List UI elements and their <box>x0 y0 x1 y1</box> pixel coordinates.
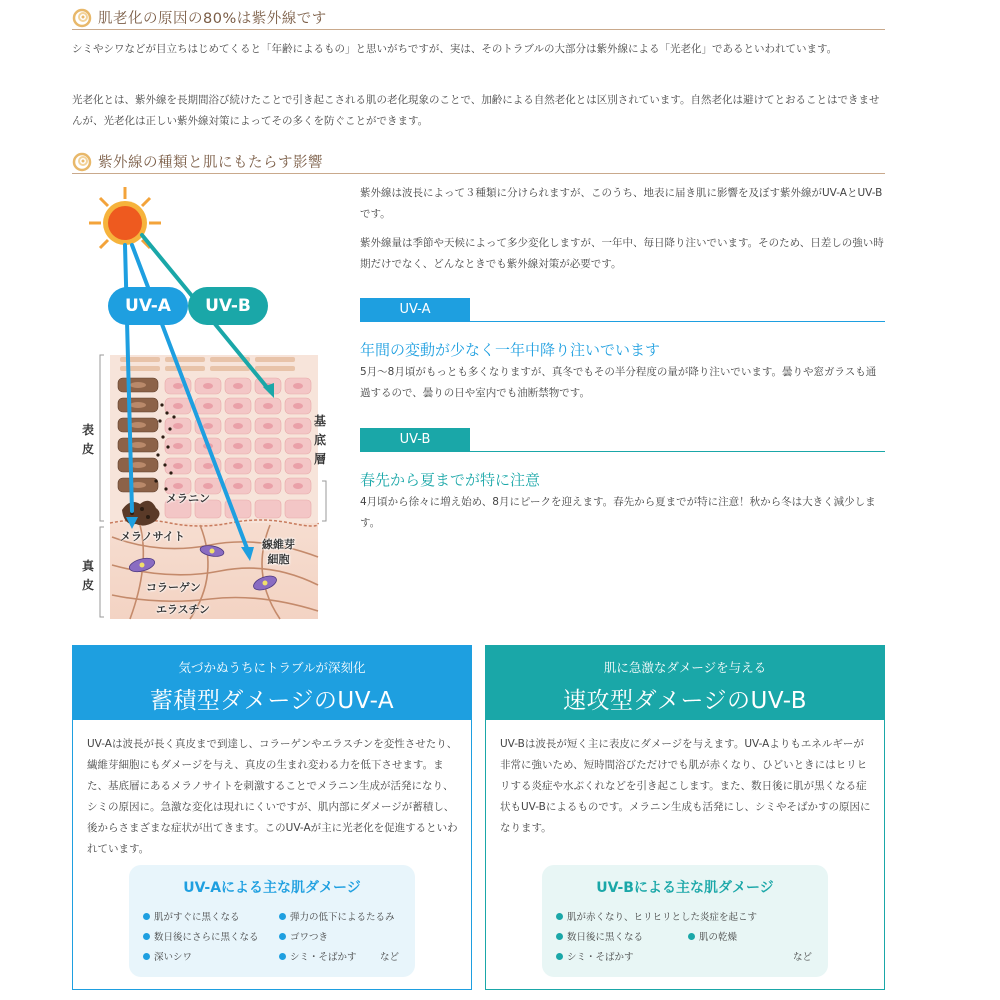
swirl-icon <box>72 8 92 28</box>
card-body <box>485 720 885 990</box>
card-header <box>72 645 472 720</box>
paragraph: 紫外線量は季節や天候によって多少変化しますが、一年中、毎日降り注いでいます。そのため、日差しの強い時期だけでなく、どんなときでも紫外線対策が必要です。 <box>360 237 884 270</box>
list-item: 肌が赤くなり、ヒリヒリとした炎症を起こす <box>556 909 757 923</box>
uvb-rule <box>360 451 885 452</box>
list-item: シミ・そばかす <box>556 949 634 963</box>
bullet-icon <box>556 933 563 940</box>
bullet-icon <box>143 933 150 940</box>
card-subtitle: 気づかぬうちにトラブルが深刻化 <box>178 660 366 675</box>
uva-description: 5月〜8月頃がもっとも多くなりますが、真冬でもその半分程度の量が降り注いでいます。曇りや窓ガラスも通過するので、曇りの日や室内でも油断禁物です。 <box>360 366 877 399</box>
section-heading-uv-types <box>72 150 885 174</box>
uvb-description: 4月頃から徐々に増え始め、8月にピークを迎えます。春先から夏までが特に注意！秋から冬は大きく減少します。 <box>360 496 876 529</box>
uvb-subheading: 春先から夏までが特に注意 <box>360 471 541 489</box>
paragraph: 紫外線は波長によって３種類に分けられますが、このうち、地表に届き肌に影響を及ぼす紫外線がUV-AとUV-Bです。 <box>360 187 883 220</box>
uvb-bubble: UV-B <box>188 287 268 325</box>
melanocyte-label: メラノサイト <box>120 530 185 543</box>
etc-text: など <box>380 952 400 963</box>
list-item: ゴワつき <box>279 929 328 943</box>
uvb-damage-box <box>542 865 828 977</box>
card-description: UV-Bは波長が短く主に表皮にダメージを与えます。UV-Aよりもエネルギーが非常に強いため、短時間浴びただけでも肌が赤くなり、ひどいときにはヒリヒリする炎症や水ぶくれなどを引き起こします。また、数日後に肌が黒くなる症状もUV-Bによるものです。メラニン生成も活発にし、シミやそばかすの原因になります。 <box>500 738 871 834</box>
bullet-icon <box>688 933 695 940</box>
bullet-icon <box>556 913 563 920</box>
list-item: 弾力の低下によるたるみ <box>279 909 395 923</box>
melanin-label: メラニン <box>166 492 210 505</box>
card-title: 速攻型ダメージのUV-B <box>562 688 808 714</box>
uvb-tag: UV-B <box>360 428 470 452</box>
card-header <box>485 645 885 720</box>
elastin-label: エラスチン <box>156 603 210 616</box>
bullet-icon <box>143 953 150 960</box>
uva-rule <box>360 321 885 322</box>
swirl-icon <box>72 152 92 172</box>
paragraph: シミやシワなどが目立ちはじめてくると「年齢によるもの」と思いがちですが、実は、そのトラブルの大部分は紫外線による「光老化」であるといわれています。 <box>72 43 838 55</box>
section-title: 紫外線の種類と肌にもたらす影響 <box>98 155 323 171</box>
bullet-icon <box>279 913 286 920</box>
card-subtitle: 肌に急激なダメージを与える <box>603 660 767 675</box>
section-heading-photoaging <box>72 6 885 30</box>
epidermis-label: 表 皮 <box>82 423 95 456</box>
bullet-icon <box>279 933 286 940</box>
uva-damage-card <box>72 645 472 990</box>
list-item: 肌の乾燥 <box>688 929 737 943</box>
uva-tag: UV-A <box>360 298 470 322</box>
paragraph: 光老化とは、紫外線を長期間浴び続けたことで引き起こされる肌の老化現象のことで、加齢による自然老化とは区別されています。自然老化は避けてとおることはできませんが、光老化は正しい紫外線対策によってその多くを防ぐことができます。 <box>72 94 880 127</box>
list-item: 数日後に黒くなる <box>556 929 643 943</box>
list-item: 数日後にさらに黒くなる <box>143 929 259 943</box>
bullet-icon <box>279 953 286 960</box>
collagen-label: コラーゲン <box>146 581 201 594</box>
skin-layers-illustration <box>70 185 340 625</box>
bullet-icon <box>556 953 563 960</box>
bullet-icon <box>143 913 150 920</box>
uva-subheading: 年間の変動が少なく一年中降り注いでいます <box>360 341 661 359</box>
card-title: 蓄積型ダメージのUV-A <box>149 688 395 714</box>
uva-bubble: UV-A <box>108 287 188 325</box>
fibroblast-label: 線維芽 細胞 <box>262 538 295 566</box>
card-body <box>72 720 472 990</box>
list-item: 深いシワ <box>143 949 192 963</box>
basal-layer-label: 基 底 層 <box>314 414 327 466</box>
list-item: 肌がすぐに黒くなる <box>143 909 240 923</box>
skin-uv-diagram <box>70 185 340 625</box>
list-item: シミ・そばかす <box>279 949 357 963</box>
dermis-label: 真 皮 <box>82 559 95 592</box>
uvb-damage-card <box>485 645 885 990</box>
etc-text: など <box>793 952 813 963</box>
uva-damage-box <box>129 865 415 977</box>
damage-box-title: UV-Aによる主な肌ダメージ <box>183 880 361 896</box>
card-description: UV-Aは波長が長く真皮まで到達し、コラーゲンやエラスチンを変性させたり、繊維芽細胞にもダメージを与え、真皮の生まれ変わる力を低下させます。また、基底層にあるメラノサイトを刺激することでメラニン生成が活発になり、シミの原因に。急激な変化は現れにくいですが、肌内部にダメージが蓄積し、後からさまざまな症状が出てきます。このUV-Aが主に光老化を促進するといわれています。 <box>87 738 458 855</box>
section-title: 肌老化の原因の80%は紫外線です <box>98 11 327 27</box>
damage-box-title: UV-Bによる主な肌ダメージ <box>596 880 774 896</box>
